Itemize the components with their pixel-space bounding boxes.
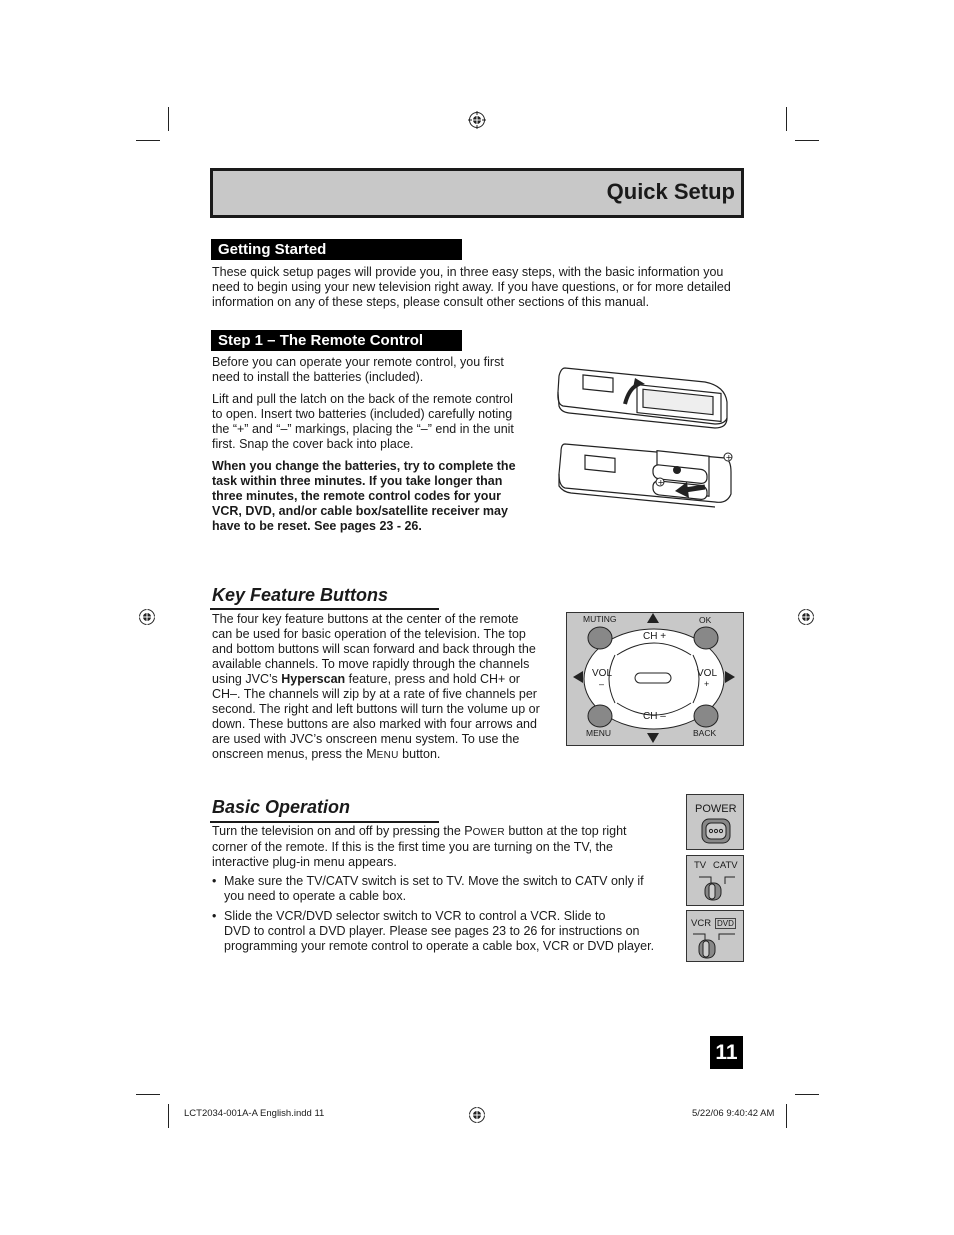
crop-mark xyxy=(795,140,819,141)
remote-battery-illustration xyxy=(555,362,735,508)
step1-intro xyxy=(212,355,504,385)
text-line: programming your remote control to operate a cable box, VCR or DVD player. xyxy=(224,939,655,953)
bullet-item xyxy=(212,874,662,906)
heading-underline xyxy=(210,821,439,823)
bullet-item xyxy=(212,909,672,957)
getting-started-heading: Getting Started xyxy=(211,239,462,260)
vol-down-sign: – xyxy=(599,679,605,689)
crop-mark xyxy=(786,1104,787,1128)
text-line: can be used for basic operation of the television. The top xyxy=(212,627,526,641)
basic-operation-heading: Basic Operation xyxy=(212,797,351,817)
text-line: down. These buttons are also marked with four arrows and xyxy=(212,717,537,731)
registration-mark-icon xyxy=(468,111,486,129)
ch-up-button[interactable]: CH + xyxy=(643,631,667,642)
crop-mark xyxy=(136,140,160,141)
text-line: are used with JVC’s onscreen menu system. To use the xyxy=(212,732,520,746)
page-title: Quick Setup xyxy=(606,179,735,204)
crop-mark xyxy=(795,1094,819,1095)
text-line: information on any of these steps, please consult other sections of this manual. xyxy=(212,295,650,309)
hyperscan-term: Hyperscan xyxy=(281,672,346,686)
key-feature-text xyxy=(212,612,540,763)
bullet-icon: • xyxy=(212,874,217,888)
text-fragment: button at the top right xyxy=(504,824,627,838)
text-fragment: M xyxy=(366,747,377,761)
text-line: When you change the batteries, try to complete the xyxy=(212,459,516,473)
svg-text:+: + xyxy=(657,478,665,487)
key-feature-heading: Key Feature Buttons xyxy=(212,585,389,605)
power-label: POWER xyxy=(695,803,737,815)
vol-up-sign: + xyxy=(704,679,710,689)
text-line: need to install the batteries (included). xyxy=(212,370,424,384)
text-line: three minutes, the remote control codes for your xyxy=(212,489,501,503)
text-fragment: feature, press and hold CH+ or xyxy=(345,672,520,686)
registration-mark-icon xyxy=(468,1106,486,1124)
text-line: need to begin using your new television right away. If you have questions, or for more detailed xyxy=(212,280,731,294)
footer-timestamp: 5/22/06 9:40:42 AM xyxy=(692,1108,775,1119)
text-fragment: ENU xyxy=(376,750,399,761)
bullet-icon: • xyxy=(212,909,217,923)
registration-mark-icon xyxy=(138,608,156,626)
bullet-text xyxy=(224,909,654,954)
catv-label: CATV xyxy=(713,860,738,871)
text-line: have to be reset. See pages 23 - 26. xyxy=(212,519,422,533)
crop-mark xyxy=(168,107,169,131)
crop-mark xyxy=(168,1104,169,1128)
dvd-label: DVD xyxy=(717,919,734,928)
svg-text:+: + xyxy=(725,453,733,462)
text-line: second. The right and left buttons will turn the volume up or xyxy=(212,702,540,716)
text-fragment: button. xyxy=(398,747,441,761)
text-line: to open. Insert two batteries (included) carefully noting xyxy=(212,407,513,421)
getting-started-text xyxy=(212,265,731,310)
basic-operation-text xyxy=(212,824,627,870)
tv-catv-switch[interactable] xyxy=(695,874,737,902)
text-line: and bottom buttons will scan forward and back through the xyxy=(212,642,536,656)
text-fragment: P xyxy=(464,824,473,838)
step1-instructions xyxy=(212,392,514,452)
vcr-label: VCR xyxy=(691,918,712,929)
registration-mark-icon xyxy=(797,608,815,626)
page-number: 11 xyxy=(710,1036,743,1069)
text-line: The four key feature buttons at the center of the remote xyxy=(212,612,519,626)
power-button[interactable] xyxy=(701,818,731,844)
text-line: These quick setup pages will provide you, in three easy steps, with the basic information you xyxy=(212,265,724,279)
text-line: DVD to control a DVD player. Please see pages 23 to 26 for instructions on xyxy=(224,924,640,938)
text-line: you need to operate a cable box. xyxy=(224,889,407,903)
footer-filename: LCT2034-001A-A English.indd 11 xyxy=(184,1108,325,1119)
text-line: VCR, DVD, and/or cable box/satellite receiver may xyxy=(212,504,508,518)
power-box xyxy=(686,794,744,850)
ch-down-button[interactable]: CH – xyxy=(643,711,666,722)
key-feature-diagram xyxy=(566,612,744,746)
crop-mark xyxy=(136,1094,160,1095)
text-line: CH–. The channels will zip by at a rate of five channels per xyxy=(212,687,537,701)
text-line: available channels. To move rapidly through the channels xyxy=(212,657,530,671)
menu-label: MENU xyxy=(586,728,612,738)
tv-catv-switch-box xyxy=(686,855,744,906)
text-fragment: using JVC’s xyxy=(212,672,282,686)
vcr-dvd-switch[interactable] xyxy=(691,930,737,960)
text-line: the “+” and “–” markings, placing the “–” end in the unit xyxy=(212,422,514,436)
bullet-text xyxy=(224,874,644,904)
back-label: BACK xyxy=(693,728,717,738)
vol-up-button[interactable]: VOL xyxy=(697,668,718,679)
title-box xyxy=(210,168,744,218)
text-line: Lift and pull the latch on the back of the remote control xyxy=(212,392,513,406)
text-line: first. Snap the cover back into place. xyxy=(212,437,414,451)
text-line: interactive plug-in menu appears. xyxy=(212,855,397,869)
text-line: corner of the remote. If this is the first time you are turning on the TV, the xyxy=(212,840,613,854)
step1-warning xyxy=(212,459,516,534)
text-fragment: Turn the television on and off by pressing the xyxy=(212,824,465,838)
step1-heading: Step 1 – The Remote Control xyxy=(211,330,462,351)
text-line: task within three minutes. If you take longer than xyxy=(212,474,503,488)
crop-mark xyxy=(786,107,787,131)
tv-label: TV xyxy=(694,860,707,871)
ok-label: OK xyxy=(699,615,712,625)
text-fragment: OWER xyxy=(472,827,505,838)
text-line: Before you can operate your remote control, you first xyxy=(212,355,504,369)
muting-label: MUTING xyxy=(583,614,617,624)
text-line: Make sure the TV/CATV switch is set to TV. Move the switch to CATV only if xyxy=(224,874,644,888)
text-fragment: onscreen menus, press the xyxy=(212,747,367,761)
heading-underline xyxy=(210,608,439,610)
vcr-dvd-switch-box xyxy=(686,910,744,962)
text-line: Slide the VCR/DVD selector switch to VCR to control a VCR. Slide to xyxy=(224,909,606,923)
vol-down-button[interactable]: VOL xyxy=(592,668,613,679)
